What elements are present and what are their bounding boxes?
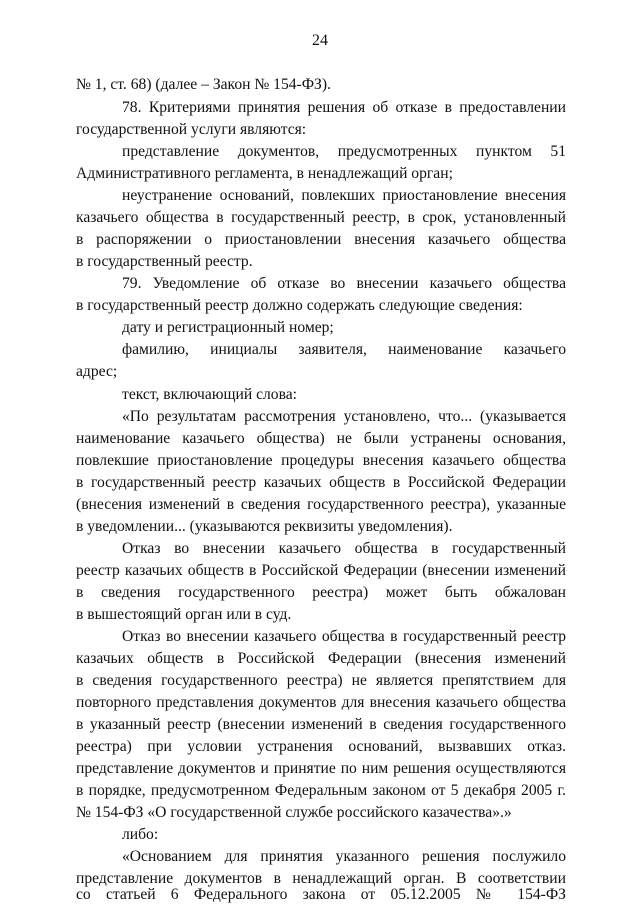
text-line: наименование казачьего общества) не были устранены основания,: [76, 430, 566, 447]
text-line: в порядке, предусмотренном Федеральным законом от 5 декабря 2005 г.: [76, 782, 566, 799]
text-line: в государственный реестр казачьих обществ в Российской Федерации: [76, 474, 566, 491]
text-line: неустранение оснований, повлекших приостановление внесения: [122, 187, 566, 204]
text-line: в распоряжении о приостановлении внесения казачьего общества: [76, 231, 566, 248]
text-line: в государственный реестр.: [76, 253, 253, 270]
text-line: № 1, ст. 68) (далее – Закон № 154-ФЗ).: [76, 76, 331, 93]
text-line: № 154-ФЗ «О государственной службе российского казачества».»: [76, 804, 512, 821]
text-line: в вышестоящий орган или в суд.: [76, 606, 292, 623]
text-line: адрес;: [76, 363, 118, 380]
text-line: фамилию, инициалы заявителя, наименование казачьего: [122, 341, 566, 358]
text-line: «По результатам рассмотрения установлено, что... (указывается: [122, 408, 566, 425]
text-line: 79. Уведомление об отказе во внесении казачьего общества: [122, 275, 566, 292]
text-line: в уведомлении... (указываются реквизиты уведомления).: [76, 518, 453, 535]
text-line: Отказ во внесении казачьего общества в государственный: [122, 540, 566, 557]
text-line: представление документов в ненадлежащий орган. В соответствии: [76, 870, 566, 887]
text-line: реестр казачьих обществ в Российской Федерации (внесении изменений: [76, 562, 566, 579]
text-line: реестра) при условии устранения оснований, вызвавших отказ.: [76, 738, 566, 755]
text-line: в государственный реестр должно содержать следующие сведения:: [76, 297, 523, 314]
text-line: в указанный реестр (внесении изменений в сведения государственного: [76, 716, 566, 733]
text-line: казачьих обществ в Российской Федерации (внесения изменений: [76, 650, 566, 667]
text-line: (внесения изменений в сведения государственного реестра), указанные: [76, 496, 566, 513]
text-line: представление документов и принятие по ним решения осуществляются: [76, 760, 566, 777]
text-line: текст, включающий слова:: [122, 386, 297, 403]
text-line: представление документов, предусмотренных пунктом 51: [122, 143, 566, 160]
text-line: дату и регистрационный номер;: [122, 319, 334, 336]
text-line: Административного регламента, в ненадлежащий орган;: [76, 165, 453, 182]
text-line: в сведения государственного реестра) не является препятствием для: [76, 672, 566, 689]
text-line: 78. Критериями принятия решения об отказе в предоставлении: [122, 99, 566, 116]
text-line: в сведения государственного реестра) может быть обжалован: [76, 584, 566, 601]
page-number: 24: [312, 32, 328, 49]
text-line: повторного представления документов для внесения казачьего общества: [76, 694, 566, 711]
text-line: повлекшие приостановление процедуры внесения казачьего общества: [76, 452, 566, 469]
text-line: казачьего общества в государственный реестр, в срок, установленный: [76, 209, 566, 226]
text-line: либо:: [122, 826, 159, 843]
text-line: государственной услуги являются:: [76, 121, 307, 138]
text-line: «Основанием для принятия указанного решения послужило: [122, 848, 566, 865]
text-line: со статьей 6 Федерального закона от 05.12.2005 № 154-ФЗ: [76, 886, 566, 903]
text-line: Отказ во внесении казачьего общества в государственный реестр: [122, 628, 566, 645]
